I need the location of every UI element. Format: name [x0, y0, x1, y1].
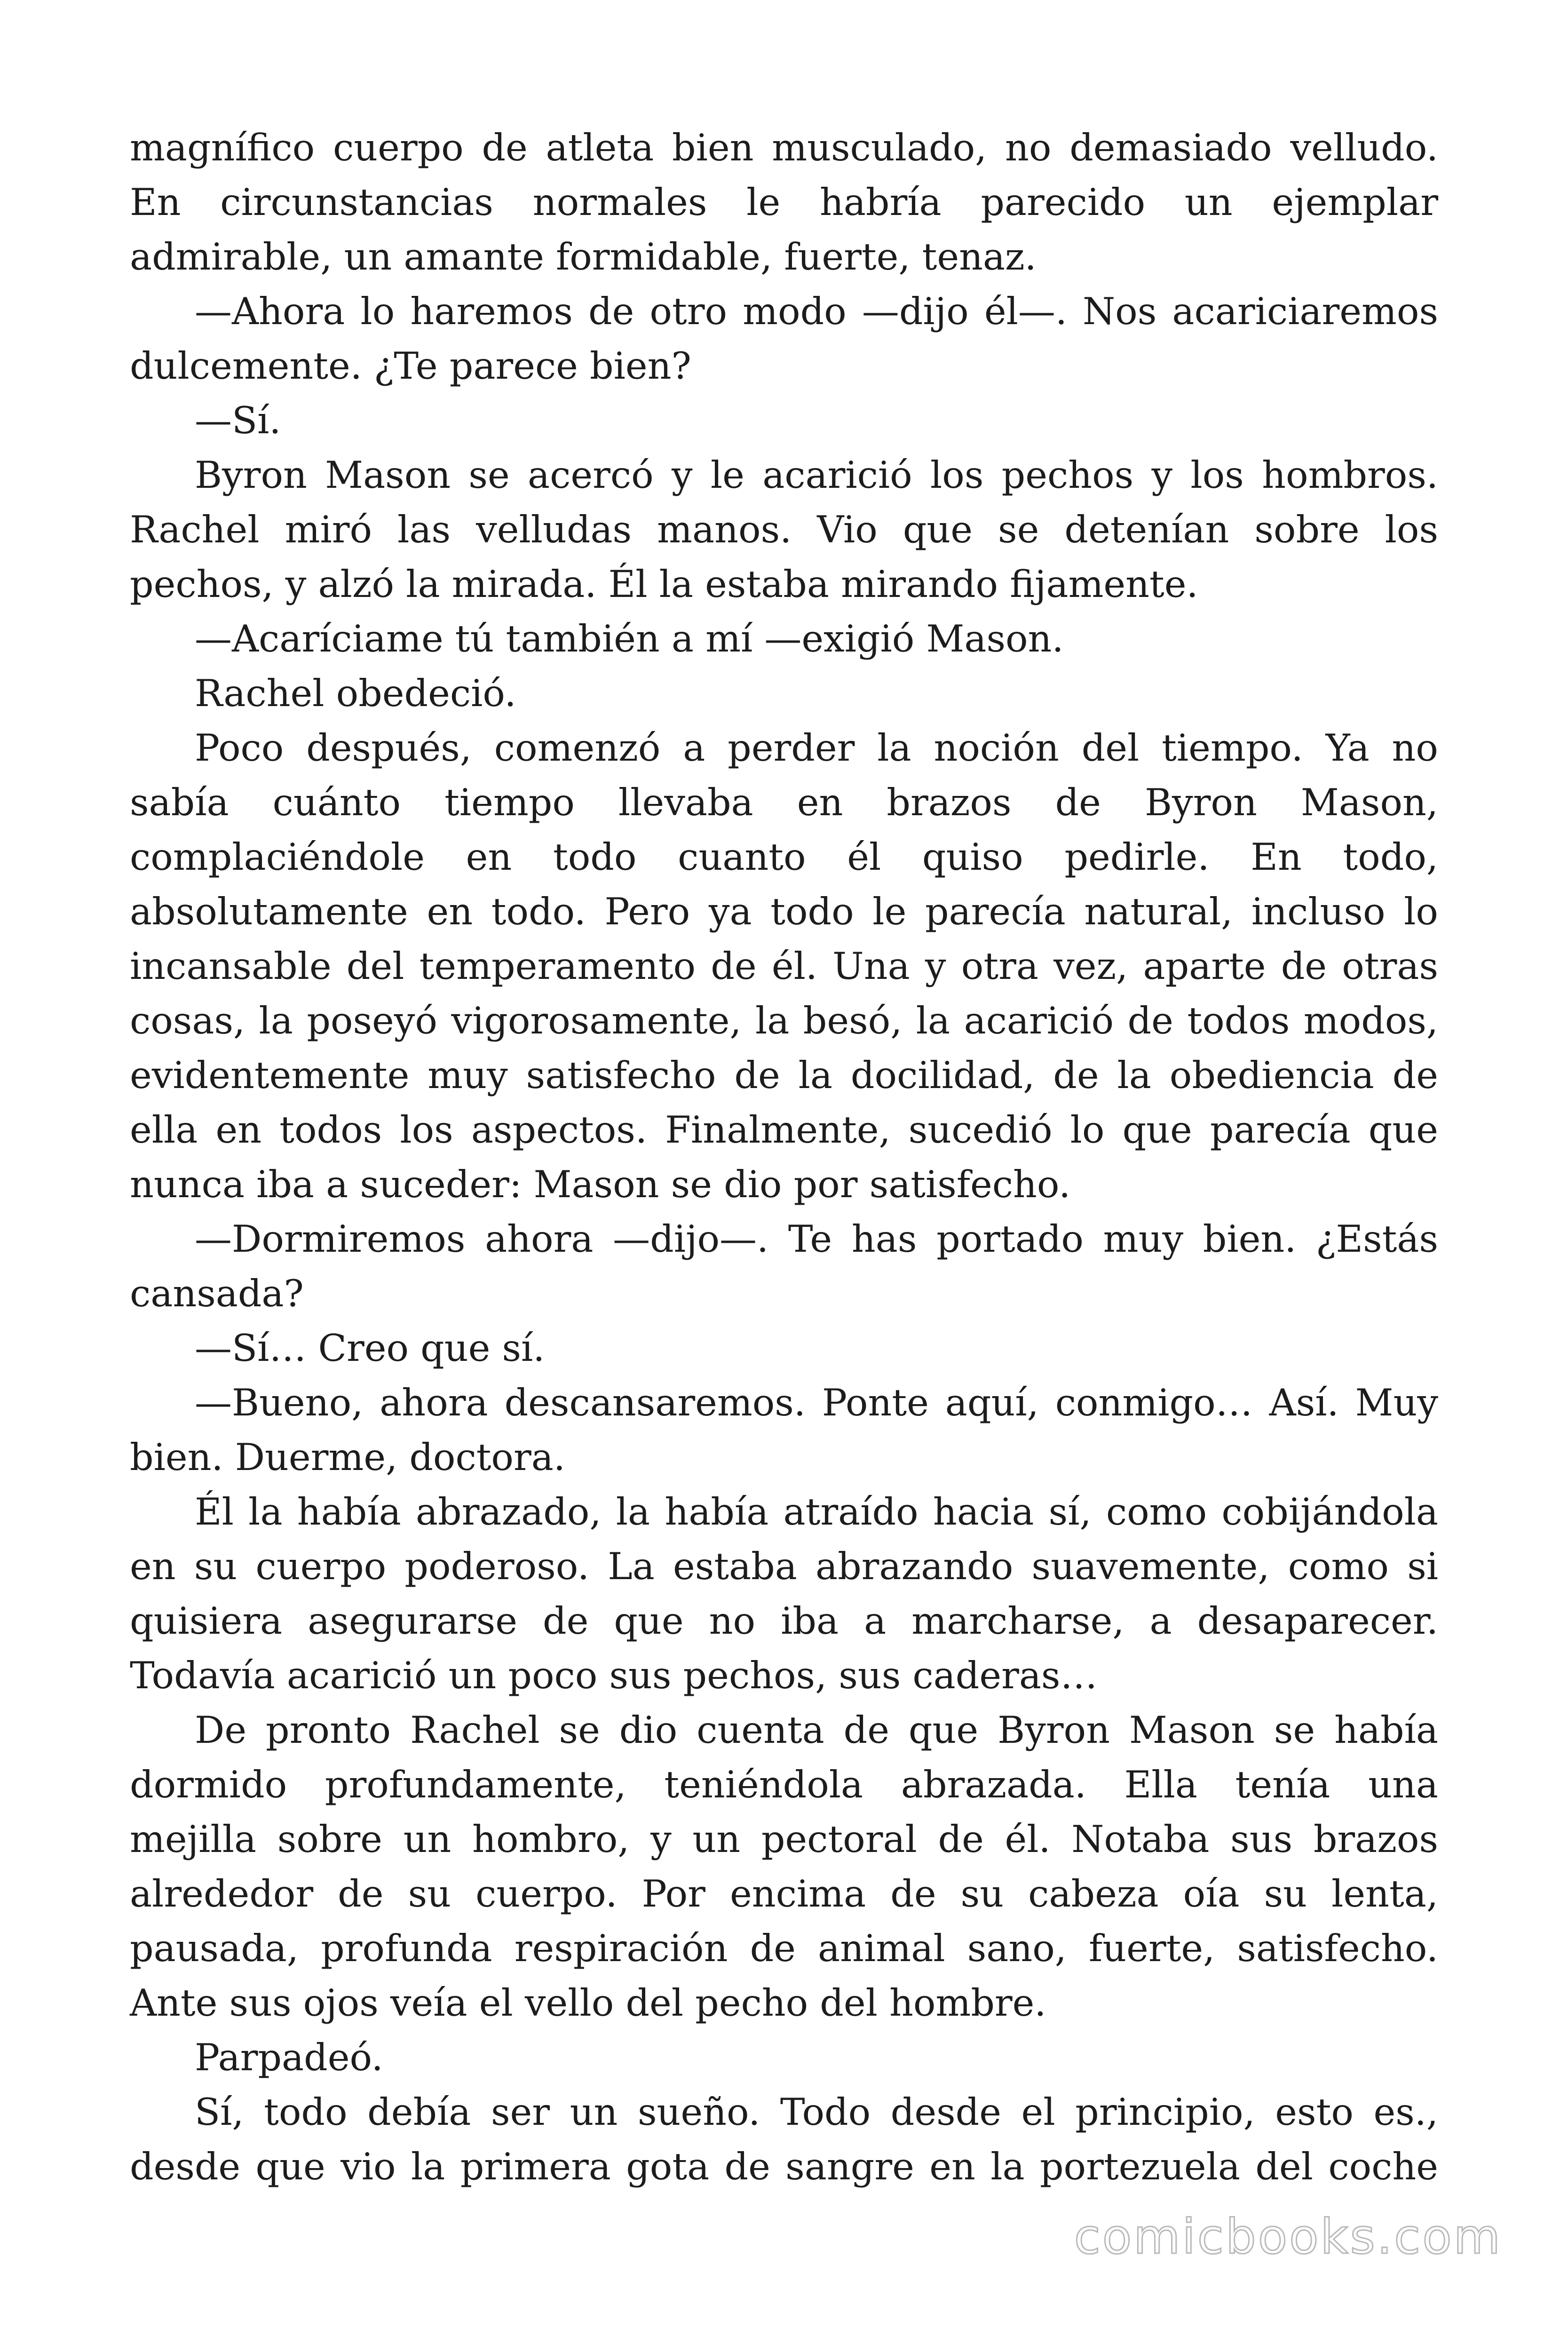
text-line: Rachel obedeció. [195, 672, 516, 715]
text-line: evidentemente muy satisfecho de la docilidad, de la obediencia de [130, 1054, 1438, 1097]
text-line: pechos, y alzó la mirada. Él la estaba mirando fijamente. [130, 563, 1198, 606]
text-line: Rachel miró las velludas manos. Vio que se detenían sobre los [130, 508, 1438, 551]
text-line: —Sí… Creo que sí. [195, 1327, 545, 1370]
text-line: Él la había abrazado, la había atraído hacia sí, como cobijándola [195, 1490, 1438, 1534]
text-line: Sí, todo debía ser un sueño. Todo desde el principio, esto es., [195, 2090, 1438, 2134]
text-line: En circunstancias normales le habría parecido un ejemplar [130, 181, 1438, 224]
text-line: dulcemente. ¿Te parece bien? [130, 344, 691, 388]
text-line: —Ahora lo haremos de otro modo —dijo él—. Nos acariciaremos [195, 290, 1438, 333]
text-line: De pronto Rachel se dio cuenta de que Byron Mason se había [195, 1708, 1438, 1752]
text-line: en su cuerpo poderoso. La estaba abrazando suavemente, como si [130, 1545, 1438, 1588]
text-line: sabía cuánto tiempo llevaba en brazos de Byron Mason, [130, 781, 1438, 824]
text-line: desde que vio la primera gota de sangre en la portezuela del coche [130, 2145, 1438, 2188]
text-line: Byron Mason se acercó y le acarició los pechos y los hombros. [195, 453, 1438, 497]
text-line: absolutamente en todo. Pero ya todo le parecía natural, incluso lo [130, 890, 1438, 933]
text-line: nunca iba a suceder: Mason se dio por satisfecho. [130, 1163, 1071, 1206]
text-line: ella en todos los aspectos. Finalmente, sucedió lo que parecía que [130, 1108, 1438, 1152]
text-line: bien. Duerme, doctora. [130, 1436, 565, 1479]
text-line: dormido profundamente, teniéndola abrazada. Ella tenía una [130, 1763, 1438, 1806]
text-line: —Bueno, ahora descansaremos. Ponte aquí, conmigo… Así. Muy [195, 1381, 1438, 1424]
text-line: mejilla sobre un hombro, y un pectoral de él. Notaba sus brazos [130, 1818, 1438, 1861]
text-line: admirable, un amante formidable, fuerte, tenaz. [130, 235, 1037, 278]
text-line: Ante sus ojos veía el vello del pecho del hombre. [130, 1981, 1046, 2025]
text-line: —Dormiremos ahora —dijo—. Te has portado muy bien. ¿Estás [195, 1217, 1438, 1261]
text-line: pausada, profunda respiración de animal sano, fuerte, satisfecho. [130, 1927, 1438, 1970]
text-line: Parpadeó. [195, 2036, 383, 2079]
text-line: complaciéndole en todo cuanto él quiso pedirle. En todo, [130, 835, 1438, 879]
text-line: cansada? [130, 1272, 304, 1315]
text-line: magnífico cuerpo de atleta bien musculado, no demasiado velludo. [130, 126, 1438, 169]
text-line: alrededor de su cuerpo. Por encima de su cabeza oía su lenta, [130, 1872, 1438, 1915]
text-line: quisiera asegurarse de que no iba a marcharse, a desaparecer. [130, 1599, 1438, 1643]
text-line: —Acaríciame tú también a mí —exigió Mason. [195, 617, 1064, 660]
watermark-logo: comicbooks.com [1074, 2209, 1502, 2265]
text-line: Todavía acarició un poco sus pechos, sus caderas… [130, 1654, 1098, 1697]
text-line: —Sí. [195, 399, 281, 442]
text-line: Poco después, comenzó a perder la noción del tiempo. Ya no [195, 726, 1438, 770]
page-body-text [130, 120, 1438, 2194]
text-line: cosas, la poseyó vigorosamente, la besó, la acarició de todos modos, [130, 999, 1438, 1042]
text-line: incansable del temperamento de él. Una y otra vez, aparte de otras [130, 945, 1438, 988]
